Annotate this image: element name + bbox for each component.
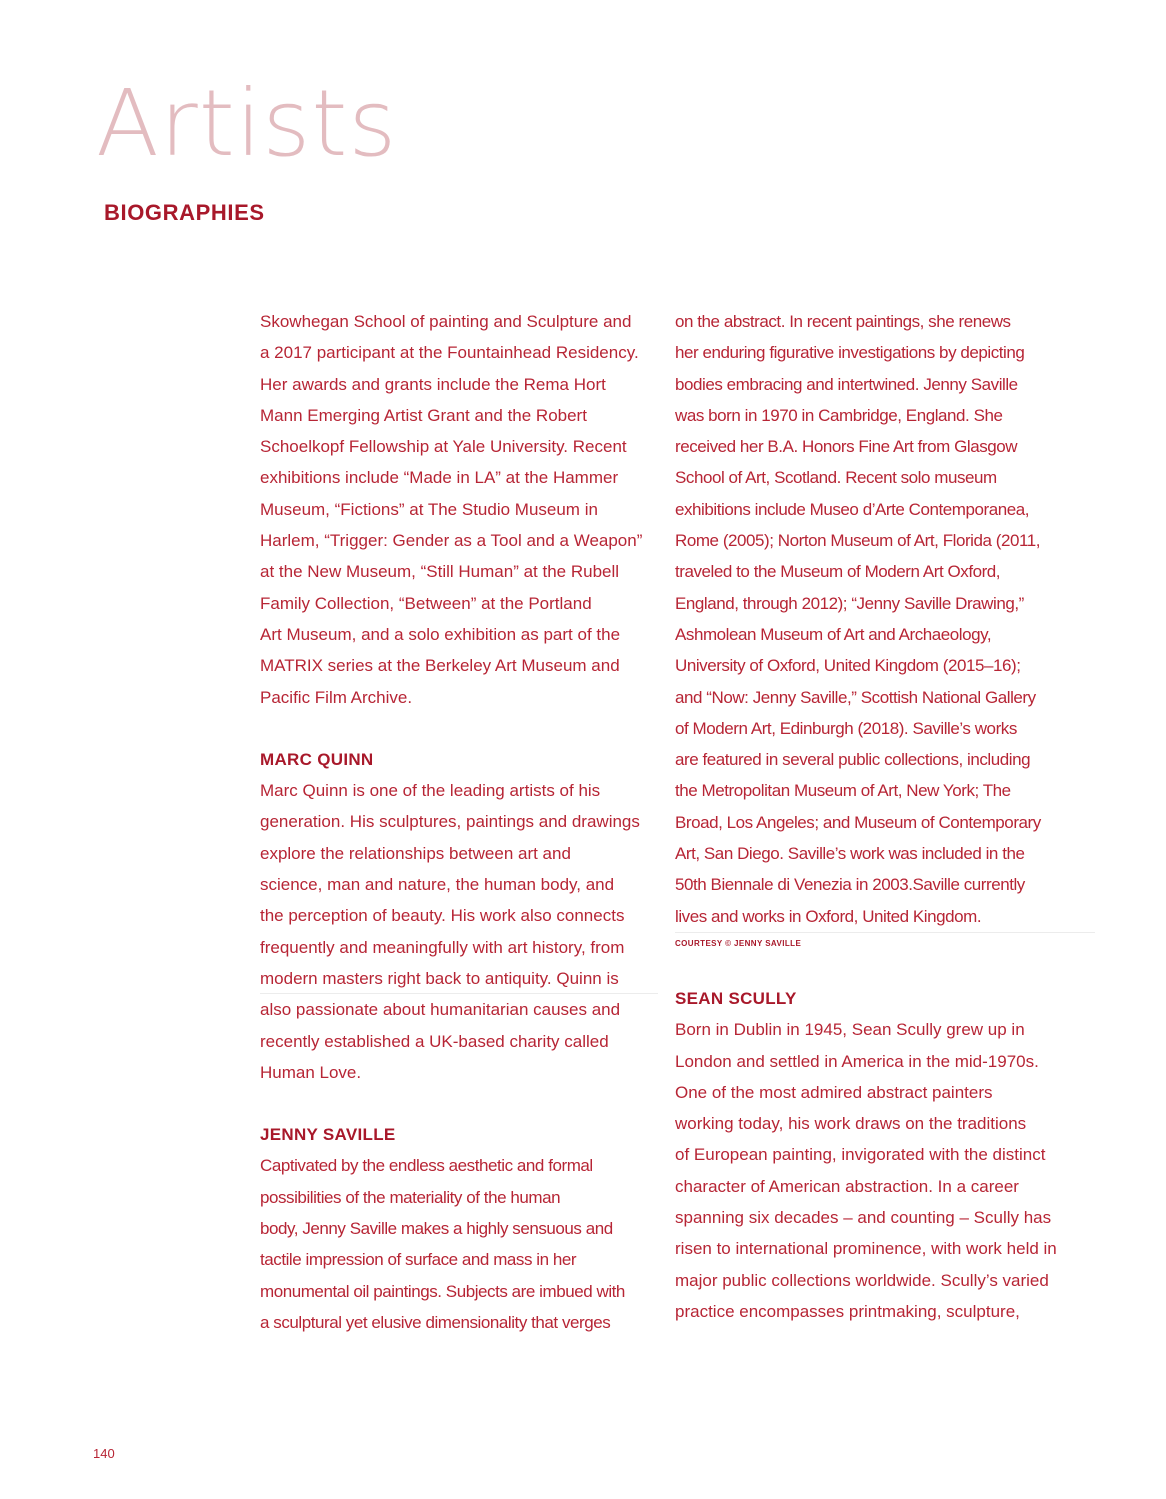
marc-quinn-heading: MARC QUINN: [260, 749, 374, 769]
text-line: Her awards and grants include the Rema Hort: [260, 374, 606, 394]
jenny-saville-bio-continued: [675, 306, 1095, 932]
text-line: Skowhegan School of painting and Sculpture and: [260, 312, 632, 331]
text-line: lives and works in Oxford, United Kingdom.: [675, 906, 982, 926]
text-line: University of Oxford, United Kingdom (2015–16);: [675, 656, 1021, 676]
text-line: Pacific Film Archive.: [260, 687, 413, 707]
text-line: was born in 1970 in Cambridge, England. She: [675, 405, 1003, 425]
text-line: tactile impression of surface and mass in her: [260, 1250, 577, 1270]
text-line: the Metropolitan Museum of Art, New York; The: [675, 781, 1011, 801]
text-line: her enduring figurative investigations by depicting: [675, 343, 1025, 363]
text-line: Born in Dublin in 1945, Sean Scully grew up in: [675, 1020, 1025, 1040]
text-line: a 2017 participant at the Fountainhead Residency.: [260, 343, 639, 363]
photo-credit: COURTESY © JENNY SAVILLE: [675, 938, 802, 948]
marc-quinn-bio: [260, 775, 665, 1088]
right-column: [675, 306, 1095, 1327]
text-line: Captivated by the endless aesthetic and formal: [260, 1156, 593, 1176]
text-line: major public collections worldwide. Scully’s varied: [675, 1270, 1049, 1290]
text-line: explore the relationships between art and: [260, 843, 571, 863]
text-line: exhibitions include Museo d’Arte Contemporanea,: [675, 499, 1030, 519]
text-line: Broad, Los Angeles; and Museum of Contemporary: [675, 812, 1041, 832]
text-line: School of Art, Scotland. Recent solo museum: [675, 468, 997, 488]
text-line: practice encompasses printmaking, sculpture,: [675, 1301, 1020, 1321]
text-line: possibilities of the materiality of the human: [260, 1187, 561, 1207]
text-line: bodies embracing and intertwined. Jenny Saville: [675, 374, 1018, 394]
text-line: and “Now: Jenny Saville,” Scottish National Gallery: [675, 687, 1036, 707]
text-line: are featured in several public collections, including: [675, 750, 1031, 770]
text-line: generation. His sculptures, paintings and drawings: [260, 812, 640, 832]
text-line: Art Museum, and a solo exhibition as part of the: [260, 624, 621, 644]
text-line: England, through 2012); “Jenny Saville Drawing,”: [675, 593, 1024, 613]
text-line: at the New Museum, “Still Human” at the Rubell: [260, 562, 620, 582]
text-line: a sculptural yet elusive dimensionality that verges: [260, 1312, 611, 1332]
text-line: MATRIX series at the Berkeley Art Museum and: [260, 656, 620, 676]
text-line: modern masters right back to antiquity. Quinn is: [260, 968, 619, 988]
sean-scully-bio: [675, 1014, 1095, 1327]
divider-rule: [675, 932, 1095, 933]
text-line: Ashmolean Museum of Art and Archaeology,: [675, 624, 992, 644]
jenny-saville-bio: [260, 1150, 665, 1338]
text-line: on the abstract. In recent paintings, she renews: [675, 312, 1011, 331]
text-line: the perception of beauty. His work also connects: [260, 906, 625, 926]
text-line: Marc Quinn is one of the leading artists of his: [260, 781, 601, 801]
text-line: monumental oil paintings. Subjects are imbued with: [260, 1281, 625, 1301]
text-line: frequently and meaningfully with art history, from: [260, 937, 625, 957]
left-column: [260, 306, 665, 1338]
text-line: spanning six decades – and counting – Scully has: [675, 1208, 1052, 1228]
page-number: 140: [93, 1446, 115, 1461]
text-line: Museum, “Fictions” at The Studio Museum in: [260, 499, 598, 519]
text-line: One of the most admired abstract painters: [675, 1082, 993, 1102]
text-line: exhibitions include “Made in LA” at the Hammer: [260, 468, 619, 488]
sean-scully-heading: SEAN SCULLY: [675, 988, 797, 1008]
text-line: London and settled in America in the mid-1970s.: [675, 1051, 1039, 1071]
text-line: Rome (2005); Norton Museum of Art, Florida (2011,: [675, 531, 1041, 551]
page-title: Artists: [96, 70, 398, 177]
text-line: Mann Emerging Artist Grant and the Robert: [260, 405, 587, 425]
text-line: risen to international prominence, with work held in: [675, 1239, 1057, 1259]
intro-paragraph: [260, 306, 665, 713]
text-line: 50th Biennale di Venezia in 2003.Saville currently: [675, 875, 1025, 895]
text-line: also passionate about humanitarian causes and: [260, 1000, 621, 1020]
text-line: traveled to the Museum of Modern Art Oxford,: [675, 562, 1001, 582]
text-line: science, man and nature, the human body, and: [260, 875, 615, 895]
text-line: of European painting, invigorated with the distinct: [675, 1145, 1046, 1165]
text-line: Human Love.: [260, 1062, 362, 1082]
jenny-saville-heading: JENNY SAVILLE: [260, 1125, 396, 1145]
text-line: Harlem, “Trigger: Gender as a Tool and a Weapon”: [260, 531, 643, 551]
text-line: working today, his work draws on the traditions: [675, 1114, 1027, 1134]
text-line: character of American abstraction. In a career: [675, 1176, 1019, 1196]
section-subtitle: BIOGRAPHIES: [104, 200, 265, 225]
text-line: of Modern Art, Edinburgh (2018). Saville’s works: [675, 718, 1017, 738]
text-line: received her B.A. Honors Fine Art from Glasgow: [675, 437, 1018, 457]
text-line: Schoelkopf Fellowship at Yale University. Recent: [260, 437, 627, 457]
text-line: body, Jenny Saville makes a highly sensuous and: [260, 1219, 613, 1239]
text-line: Family Collection, “Between” at the Portland: [260, 593, 592, 613]
text-line: recently established a UK-based charity called: [260, 1031, 609, 1051]
text-line: Art, San Diego. Saville’s work was included in the: [675, 844, 1025, 864]
